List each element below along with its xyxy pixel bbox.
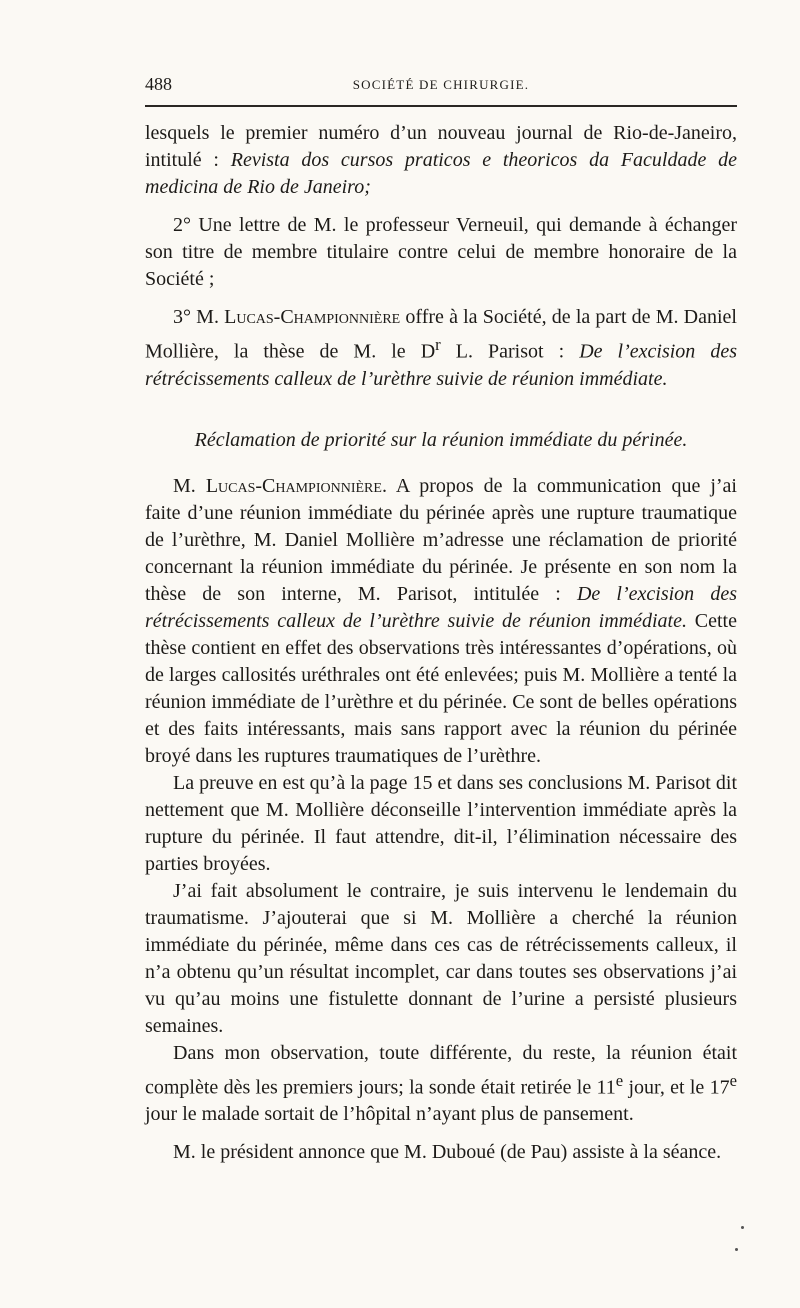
paper-speck (735, 1248, 738, 1251)
section-heading: Réclamation de priorité sur la réunion immédiate du périnée. (194, 428, 688, 451)
item-3-paragraph: 3° M. Lucas-Championnière offre à la Société, de la part de M. Daniel Mollière, la thèse de M. le $D^r$ L. Parisot : De l’excision des rétrécissements calleux de l’urèthre suivie de réunion immédiate. (145, 306, 737, 390)
paragraph-5: M. le président annonce que M. Duboué (de Pau) assiste à la séance. (173, 1141, 722, 1164)
paragraph-3: J’ai fait absolument le contraire, je suis intervenu le lendemain du traumatisme. J’ajouterai que si M. Mollière a cherché la réunion immédiate du périnée, même dans ces cas de rétrécissements calleux, il n’a obtenu qu’un résultat incomplet, car dans toutes ses observations j’ai vu qu’au moins une fistulette donnant de l’urine a persisté plusieurs semaines. (145, 879, 737, 1037)
paragraph-1: M. Lucas-Championnière. A propos de la communication que j’ai faite d’une réunion immédiate du périnée après une rupture traumatique de l’urèthre, M. Daniel Mollière m’adresse une réclamation de priorité concernant la réunion immédiate du périnée. Je présente en son nom la thèse de son interne, M. Parisot, intitulée : De l’excision des rétrécissements calleux de l’urèthre suivie de réunion immédiate. Cette thèse contient en effet des observations très intéressantes d’opérations, où de larges callosités uréthrales ont été enlevées; puis M. Mollière a tenté la réunion immédiate de l’urèthre et du périnée. Ce sont de belles opérations et des faits intéressants, mais sans rapport avec la réunion du périnée broyé dans les ruptures traumatiques de l’urèthre. (145, 474, 737, 767)
author-name: Lucas-Championnière (205, 474, 382, 497)
paragraph-2: La preuve en est qu’à la page 15 et dans ses conclusions M. Parisot dit nettement que M. Mollière déconseille l’intervention immédiate après la rupture du périnée. Il faut attendre, dit-il, l’élimination nécessaire des parties broyées. (145, 771, 737, 875)
header-rule (145, 105, 737, 107)
paragraph-4: Dans mon observation, toute différente, du reste, la réunion était complète dès les premiers jours; la sonde était retirée le 11e jour, et le 17e jour le malade sortait de l’hôpital n’ayant plus de pansement. (145, 1041, 737, 1126)
author-name: Lucas-Championnière (224, 306, 401, 328)
running-title: SOCIÉTÉ DE CHIRURGIE. (352, 77, 530, 92)
journal-title: Revista dos cursos praticos e theoricos da Faculdade de medicina de Rio de Janeiro; (145, 149, 737, 198)
page-body (145, 120, 737, 1166)
thesis-title: De l’excision des rétrécissements calleux de l’urèthre suivie de réunion immédiate. (145, 582, 737, 632)
page-header (145, 74, 737, 102)
item-2-paragraph: 2° Une lettre de M. le professeur Verneuil, qui demande à échanger son titre de membre titulaire contre celui de membre honoraire de la Société ; (145, 214, 737, 290)
paper-speck (741, 1226, 744, 1229)
continuation-paragraph: lesquels le premier numéro d’un nouveau journal de Rio-de-Janeiro, intitulé : Revista dos cursos praticos e theoricos da Faculdade de medicina de Rio de Janeiro; (145, 122, 737, 198)
page-number: 488 (145, 74, 172, 94)
thesis-title: De l’excision des rétrécissements calleux de l’urèthre suivie de réunion immédiate. (145, 340, 737, 390)
